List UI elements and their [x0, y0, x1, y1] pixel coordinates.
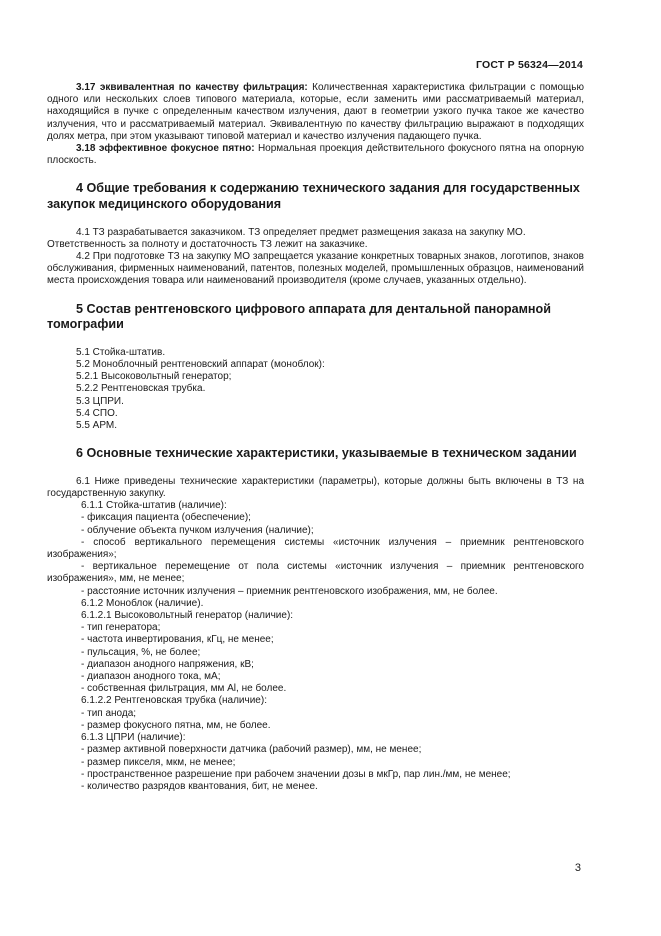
list-item: - диапазон анодного напряжения, кВ;	[81, 658, 254, 670]
paragraph-4-1-cont: Ответственность за полноту и достаточность ТЗ лежит на заказчике.	[47, 238, 368, 250]
definition-3-17	[47, 82, 584, 143]
subsection-6-1-3: 6.1.3 ЦПРИ (наличие):	[81, 732, 186, 744]
list-item: - пульсация, %, не более;	[81, 646, 201, 658]
list-item: 5.2.1 Высоковольтный генератор;	[76, 371, 232, 383]
standard-number: ГОСТ Р 56324—2014	[475, 59, 583, 71]
list-item: - количество разрядов квантования, бит, не менее.	[81, 780, 318, 792]
section-5-list	[47, 347, 584, 432]
list-item: 5.4 СПО.	[76, 407, 118, 419]
list-item: - вертикальное перемещение от пола системы «источник излучения – приемник рентгеновского изображения», мм, не менее;	[47, 561, 584, 585]
section-5-heading: 5 Состав рентгеновского цифрового аппарата для дентальной панорамной томографии	[47, 301, 551, 332]
list-item: - диапазон анодного тока, мА;	[81, 671, 221, 683]
subsection-6-1-2: 6.1.2 Моноблок (наличие).	[81, 597, 204, 609]
list-item: - размер активной поверхности датчика (рабочий размер), мм, не менее;	[81, 744, 422, 756]
page-number: 3	[574, 862, 581, 874]
page-content	[47, 82, 584, 793]
list-item: 5.5 АРМ.	[76, 420, 118, 432]
subsection-6-1-2-2: 6.1.2.2 Рентгеновская трубка (наличие):	[81, 695, 267, 707]
term-3-17: 3.17 эквивалентная по качеству фильтрация:	[76, 82, 308, 93]
list-item: - пространственное разрешение при рабочем значении дозы в мкГр, пар лин./мм, не менее;	[81, 768, 511, 780]
list-item: 5.2.2 Рентгеновская трубка.	[76, 383, 206, 395]
paragraph-4-1: 4.1 ТЗ разрабатывается заказчиком. ТЗ определяет предмет размещения заказа на закупку МО.	[76, 226, 526, 238]
paragraph-6-1: 6.1 Ниже приведены технические характеристики (параметры), которые должны быть включены в ТЗ на государственную закупку.	[47, 475, 584, 500]
subsection-6-1-1: 6.1.1 Стойка-штатив (наличие):	[81, 500, 227, 512]
list-item: - тип анода;	[81, 707, 137, 719]
term-3-18: 3.18 эффективное фокусное пятно:	[76, 143, 255, 155]
list-item: - фиксация пациента (обеспечение);	[81, 512, 251, 524]
list-item: - частота инвертирования, кГц, не менее;	[81, 634, 274, 646]
list-item: - облучение объекта пучком излучения (наличие);	[81, 524, 314, 536]
list-item: 5.3 ЦПРИ.	[76, 395, 124, 407]
list-item: - собственная фильтрация, мм Al, не более.	[81, 683, 287, 695]
paragraph-4-2: 4.2 При подготовке ТЗ на закупку МО запрещается указание конкретных товарных знаков, логотипов, знаков обслуживания, фирменных наименований, патентов, полезных моделей, промышленных образцов, наименований места происхождения товара или наименований производителя (кроме случаев, указанных отдельно).	[47, 251, 584, 287]
list-item: - размер пикселя, мкм, не менее;	[81, 756, 236, 768]
section-6-heading: 6 Основные технические характеристики, указываемые в техническом задании	[76, 446, 577, 461]
list-item: 5.1 Стойка-штатив.	[76, 346, 166, 358]
list-item: - тип генератора;	[81, 622, 161, 634]
list-item: 5.2 Моноблочный рентгеновский аппарат (моноблок):	[76, 359, 325, 371]
list-item: - размер фокусного пятна, мм, не более.	[81, 719, 271, 731]
list-item: - способ вертикального перемещения системы «источник излучения – приемник рентгеновского изображения»;	[47, 536, 584, 561]
definition-text-3-17: Количественная характеристика фильтрации с помощью одного или нескольких слоев типового материала, которые, если заменить ими рассматриваемый материал, находящийся в пучке с определенным качеством излучения, дают в геометрии узкого пучка такое же качество излучения, что и рассматриваемый материал. Эквивалентную по качеству фильтрацию выражают в подходящих долях метра, при этом указывают типовой материал и качество излучения падающего пучка.	[47, 82, 584, 142]
definition-text-3-18: Нормальная проекция действительного фокусного пятна на опорную плоскость.	[47, 143, 584, 167]
list-item: - расстояние источник излучения – приемник рентгеновского изображения, мм, не более.	[81, 585, 498, 597]
definition-3-18	[47, 143, 584, 167]
subsection-6-1-2-1: 6.1.2.1 Высоковольтный генератор (наличие):	[81, 610, 294, 622]
section-4-heading: 4 Общие требования к содержанию технического задания для государственных закупок медицинского оборудования	[47, 181, 580, 212]
